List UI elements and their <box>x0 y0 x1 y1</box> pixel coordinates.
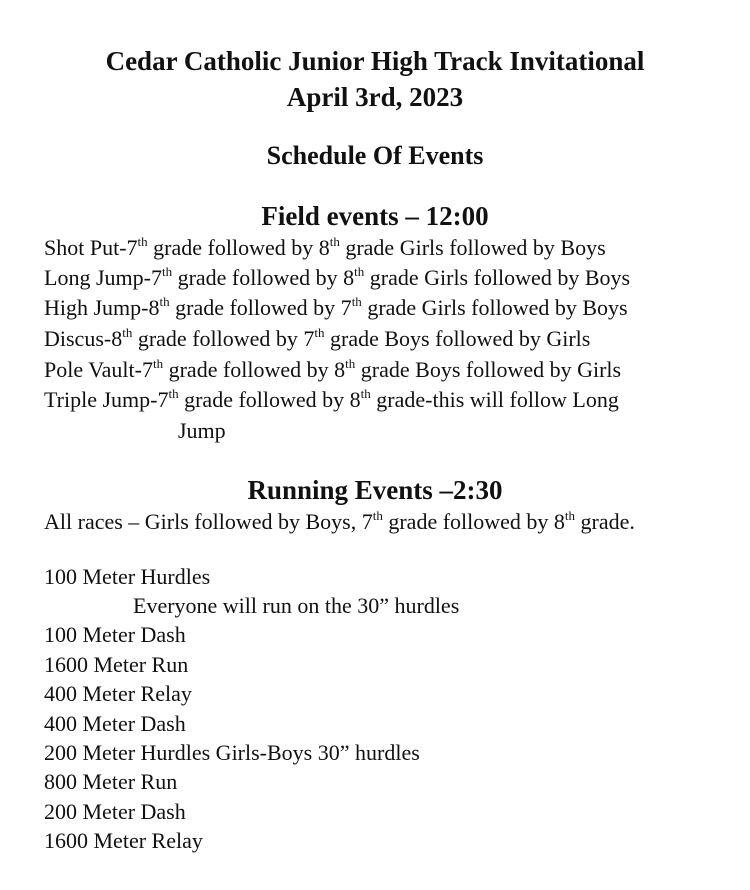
running-events-heading: Running Events –2:30 <box>247 475 503 505</box>
field-event-high-jump: High Jump-8th grade followed by 7th grade Girls followed by Boys <box>44 293 628 320</box>
running-event-item: 100 Meter Hurdles <box>44 564 211 589</box>
triple-jump-continuation: Jump <box>178 418 226 443</box>
running-event-item: 200 Meter Hurdles Girls-Boys 30” hurdles <box>44 740 420 765</box>
running-event-item: 1600 Meter Run <box>44 652 189 677</box>
field-event-discus: Discus-8th grade followed by 7th grade Boys followed by Girls <box>44 324 591 351</box>
field-event-pole-vault: Pole Vault-7th grade followed by 8th grade Boys followed by Girls <box>44 355 622 382</box>
field-event-shot-put: Shot Put-7th grade followed by 8th grade Girls followed by Boys <box>44 233 606 260</box>
running-event-item: 200 Meter Dash <box>44 799 186 824</box>
event-title: Cedar Catholic Junior High Track Invitational <box>105 46 645 76</box>
running-event-note: Everyone will run on the 30” hurdles <box>133 593 460 618</box>
running-event-item: 800 Meter Run <box>44 769 178 794</box>
running-event-item: 400 Meter Dash <box>44 711 186 736</box>
running-event-item: 400 Meter Relay <box>44 681 192 706</box>
field-event-triple-jump: Triple Jump-7th grade followed by 8th grade-this will follow Long <box>44 385 619 412</box>
running-events-intro: All races – Girls followed by Boys, 7th grade followed by 8th grade. <box>44 507 635 534</box>
running-event-item: 100 Meter Dash <box>44 622 186 647</box>
event-date: April 3rd, 2023 <box>286 82 464 112</box>
field-events-heading: Field events – 12:00 <box>261 201 489 231</box>
field-event-long-jump: Long Jump-7th grade followed by 8th grade Girls followed by Boys <box>44 263 631 290</box>
schedule-heading: Schedule Of Events <box>266 141 484 170</box>
running-event-item: 1600 Meter Relay <box>44 828 203 853</box>
